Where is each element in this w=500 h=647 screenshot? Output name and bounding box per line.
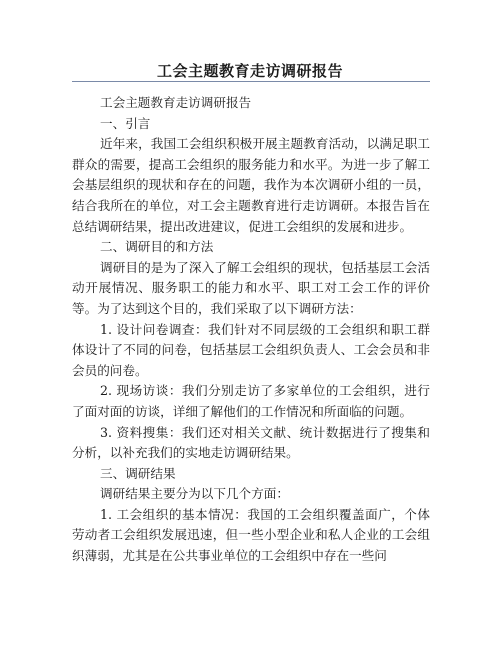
- list-item-data-collection: 3. 资料搜集：我们还对相关文献、统计数据进行了搜集和分析，以补充我们的实地走访调研结果。: [72, 424, 430, 461]
- paragraph-introduction: 近年来，我国工会组织积极开展主题教育活动，以满足职工群众的需要，提高工会组织的服务能力和水平。为进一步了解工会基层组织的现状和存在的问题，我作为本次调研小组的一员，结合我所在的单位，对工会主题教育进行走访调研。本报告旨在总结调研结果，提出改进建议，促进工会组织的发展和进步。: [72, 136, 430, 234]
- paragraph-results-intro: 调研结果主要分为以下几个方面：: [100, 486, 289, 502]
- title-divider: [72, 81, 430, 82]
- list-item-basic-situation: 1. 工会组织的基本情况：我国的工会组织覆盖面广，个体劳动者工会组织发展迅速，但一些小型企业和私人企业的工会组织薄弱，尤其是在公共事业单位的工会组织中存在一些问: [72, 506, 430, 564]
- paragraph-purpose: 调研目的是为了深入了解工会组织的现状，包括基层工会活动开展情况、服务职工的能力和水平、职工对工会工作的评价等。为了达到这个目的，我们采取了以下调研方法：: [72, 259, 430, 316]
- document-body: [72, 93, 430, 567]
- section-heading-introduction: 一、引言: [100, 115, 151, 131]
- list-item-questionnaire: 1. 设计问卷调查：我们针对不同层级的工会组织和职工群体设计了不同的问卷，包括基层工会组织负责人、工会会员和非会员的问卷。: [72, 321, 430, 378]
- document-title: 工会主题教育走访调研报告: [156, 62, 343, 80]
- list-item-interview: 2. 现场访谈：我们分别走访了多家单位的工会组织，进行了面对面的访谈，详细了解他们的工作情况和所面临的问题。: [72, 383, 430, 419]
- section-heading-results: 三、调研结果: [100, 465, 176, 481]
- section-heading-purpose-method: 二、调研目的和方法: [100, 239, 214, 255]
- report-heading: 工会主题教育走访调研报告: [100, 95, 252, 110]
